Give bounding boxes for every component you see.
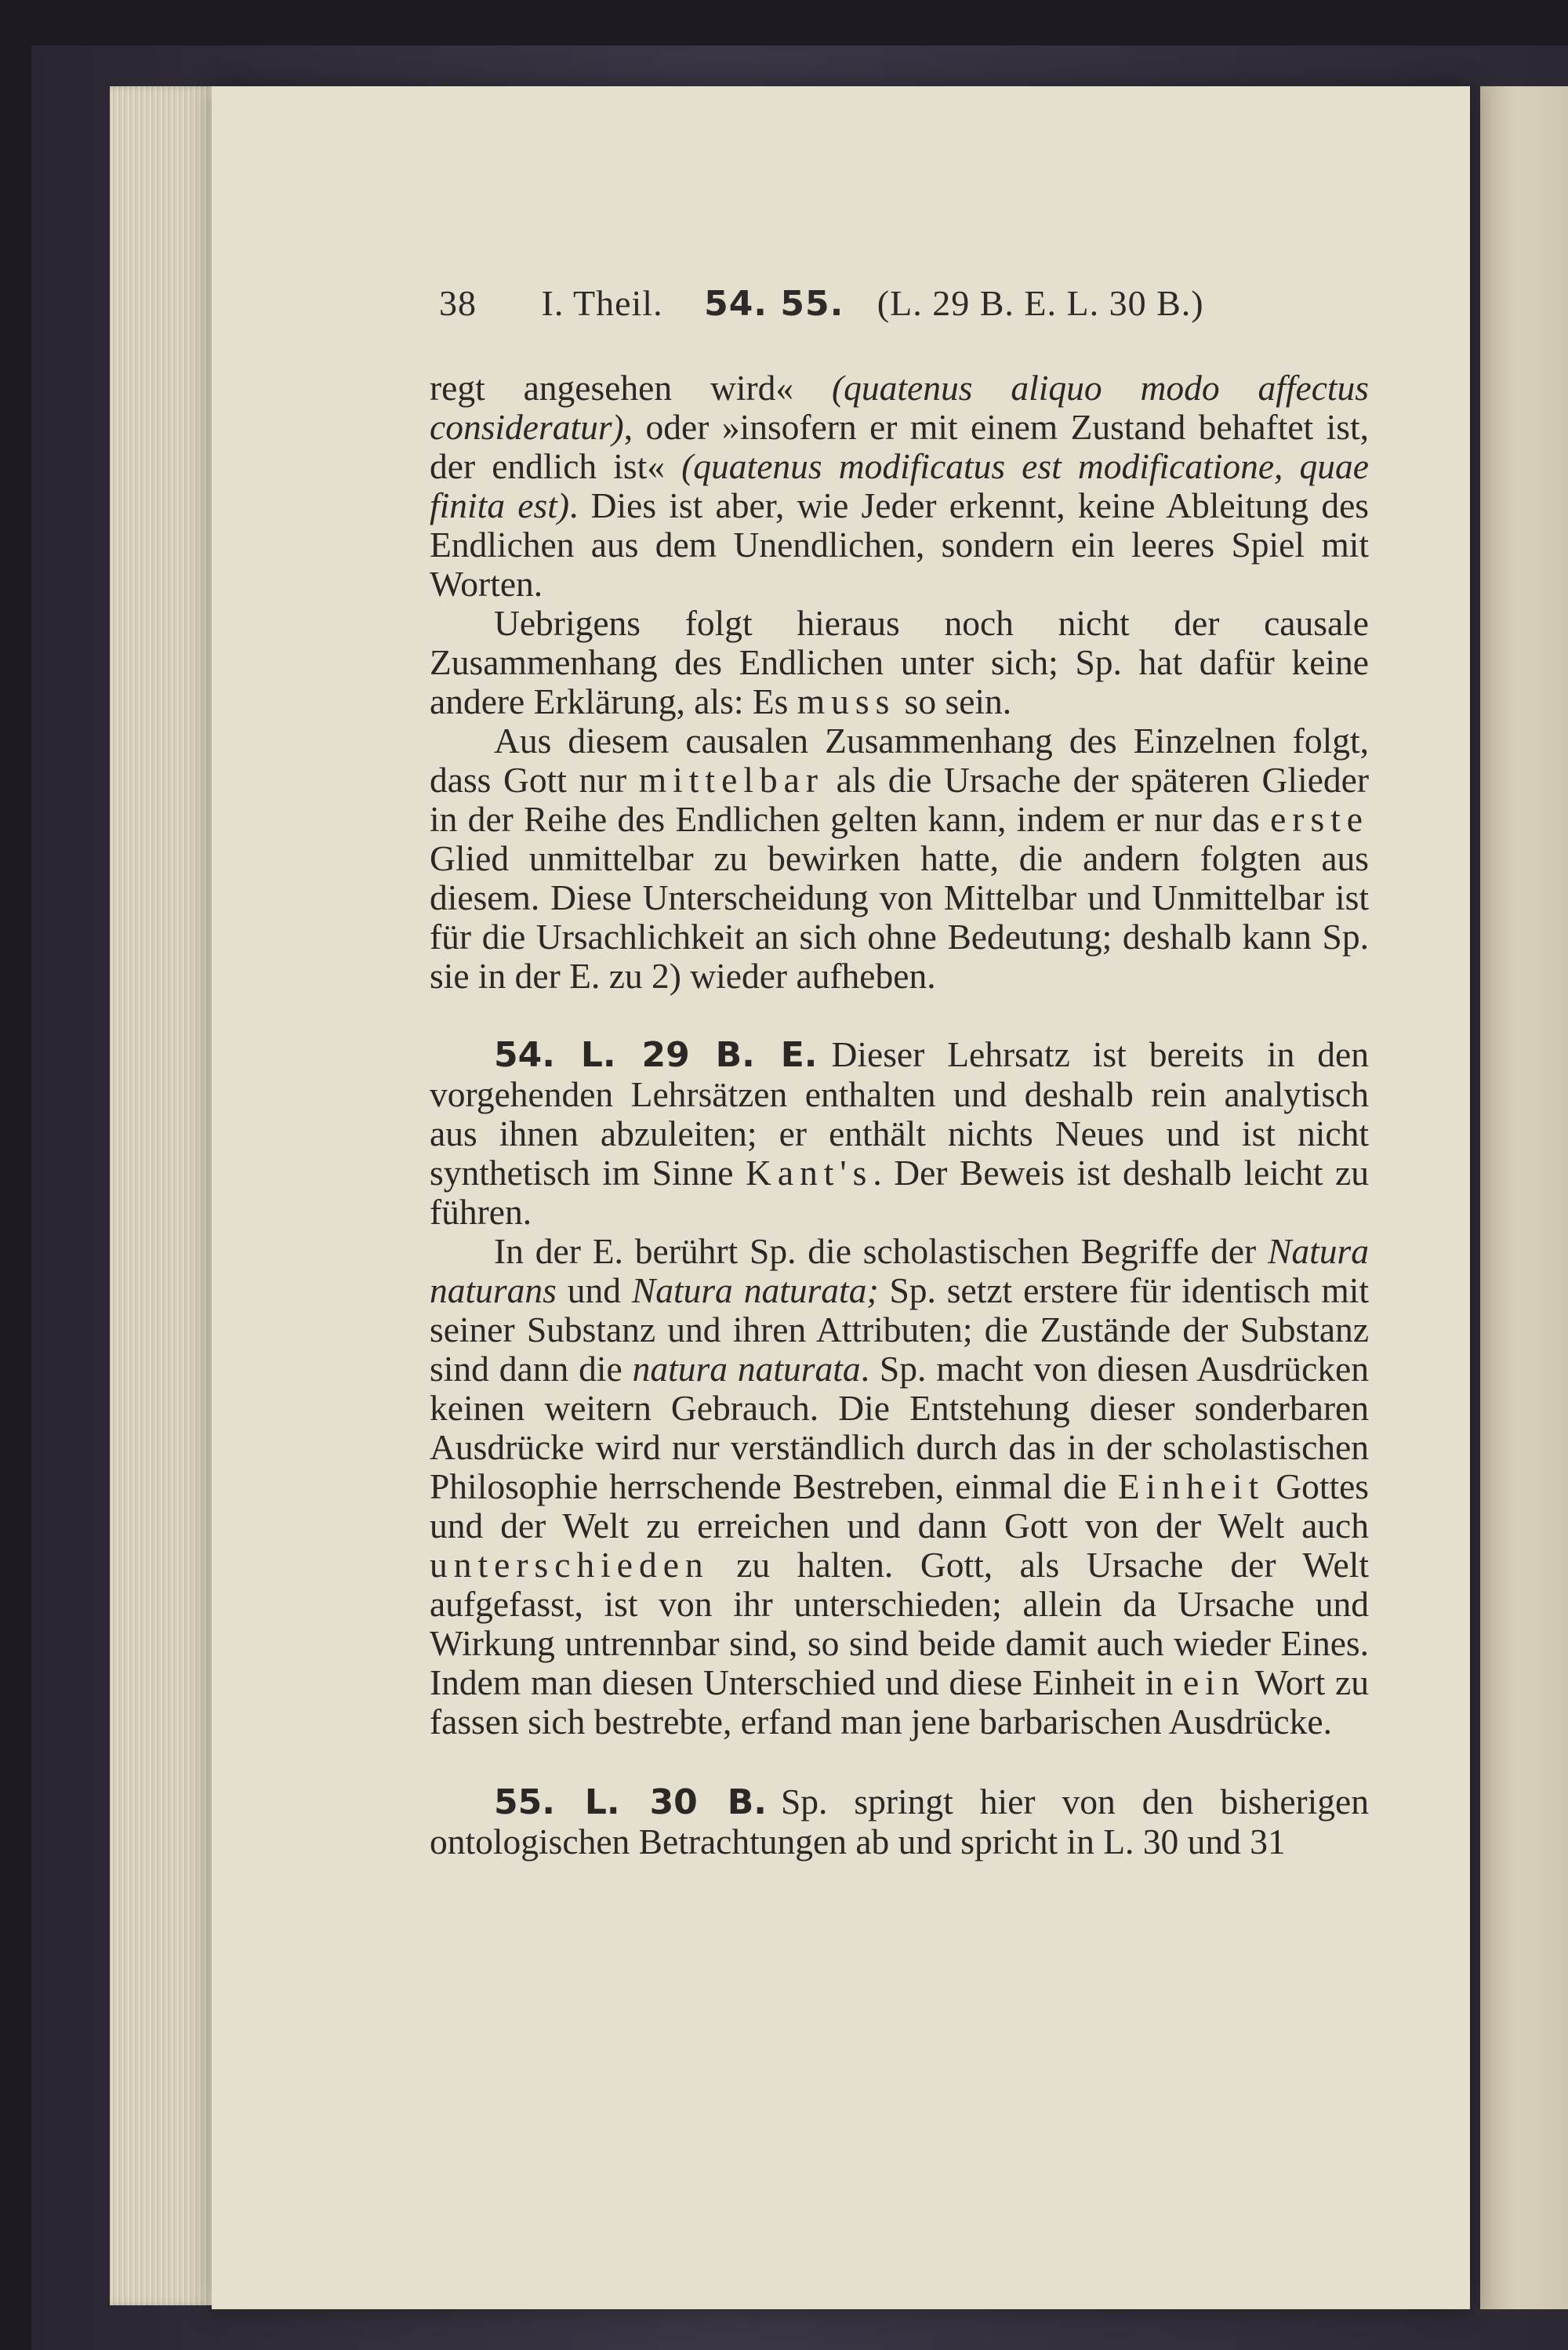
running-header	[439, 282, 1317, 329]
part-title: I. Theil.	[541, 283, 663, 323]
section-label: 55. L. 30 B.	[494, 1782, 767, 1822]
paragraph: Uebrigens folgt hieraus noch nicht der causale Zusammenhang des Endlichen unter sich; Sp. hat dafür keine andere Erklärung, als: Es muss so sein.	[430, 603, 1369, 721]
body-text	[430, 369, 1369, 1861]
page-edges	[110, 86, 227, 2305]
paragraph: In der E. berührt Sp. die scholastischen Begriffe der Natura naturans und Natura naturata; Sp. setzt erstere für identisch mit seiner Substanz und ihren Attributen; die Zustände der Substanz sind dann die natura naturata. Sp. macht von diesen Ausdrücken keinen weitern Gebrauch. Die Entstehung dieser sonderbaren Ausdrücke wird nur verständlich durch das in der scholastischen Philosophie herrschende Bestreben, einmal die Einheit Gottes und der Welt zu erreichen und dann Gott von der Welt auch unterschieden zu halten. Gott, als Ursache der Welt aufgefasst, ist von ihr unterschieden; allein da Ursache und Wirkung untrennbar sind, so sind beide damit auch wieder Eines. Indem man diesen Unterschied und diese Einheit in ein Wort zu fassen sich bestrebte, erfand man jene barbarischen Ausdrücke.	[430, 1231, 1370, 1742]
paragraph: Aus diesem causalen Zusammenhang des Einzelnen folgt, dass Gott nur mittelbar als die Ursache der späteren Glieder in der Reihe des Endlichen gelten kann, indem er nur das erste Glied unmittelbar zu bewirken hatte, die andern folgten aus diesem. Diese Unterscheidung von Mittelbar und Unmittelbar ist für die Ursachlichkeit an sich ohne Bedeutung; deshalb kann Sp. sie in der E. zu 2) wieder aufheben.	[430, 721, 1369, 996]
paragraph: regt angesehen wird« (quatenus aliquo modo affectus consideratur), oder »insofern er mit einem Zustand behaftet ist, der endlich ist« (quatenus modificatus est modificatione, quae finita est). Dies ist aber, wie Jeder erkennt, keine Ableitung des Endlichen aus dem Unendlichen, sondern ein leeres Spiel mit Worten.	[430, 368, 1370, 604]
page-number: 38	[439, 283, 477, 323]
section-label: 54. L. 29 B. E.	[494, 1035, 818, 1075]
section-54: 54. L. 29 B. E. Dieser Lehrsatz ist bereits in den vorgehenden Lehrsätzen enthalten und deshalb rein analytisch aus ihnen abzuleiten; er enthält nichts Neues und ist nicht synthetisch im Sinne Kant's. Der Beweis ist deshalb leicht zu führen.	[430, 1034, 1370, 1232]
section-55: 55. L. 30 B. Sp. springt hier von den bisherigen ontologischen Betrachtungen ab und spricht in L. 30 und 31	[430, 1782, 1369, 1861]
facing-page-edge	[1480, 86, 1568, 2309]
section-numbers: 54. 55.	[704, 284, 844, 324]
section-references: (L. 29 B. E. L. 30 B.)	[877, 283, 1204, 323]
